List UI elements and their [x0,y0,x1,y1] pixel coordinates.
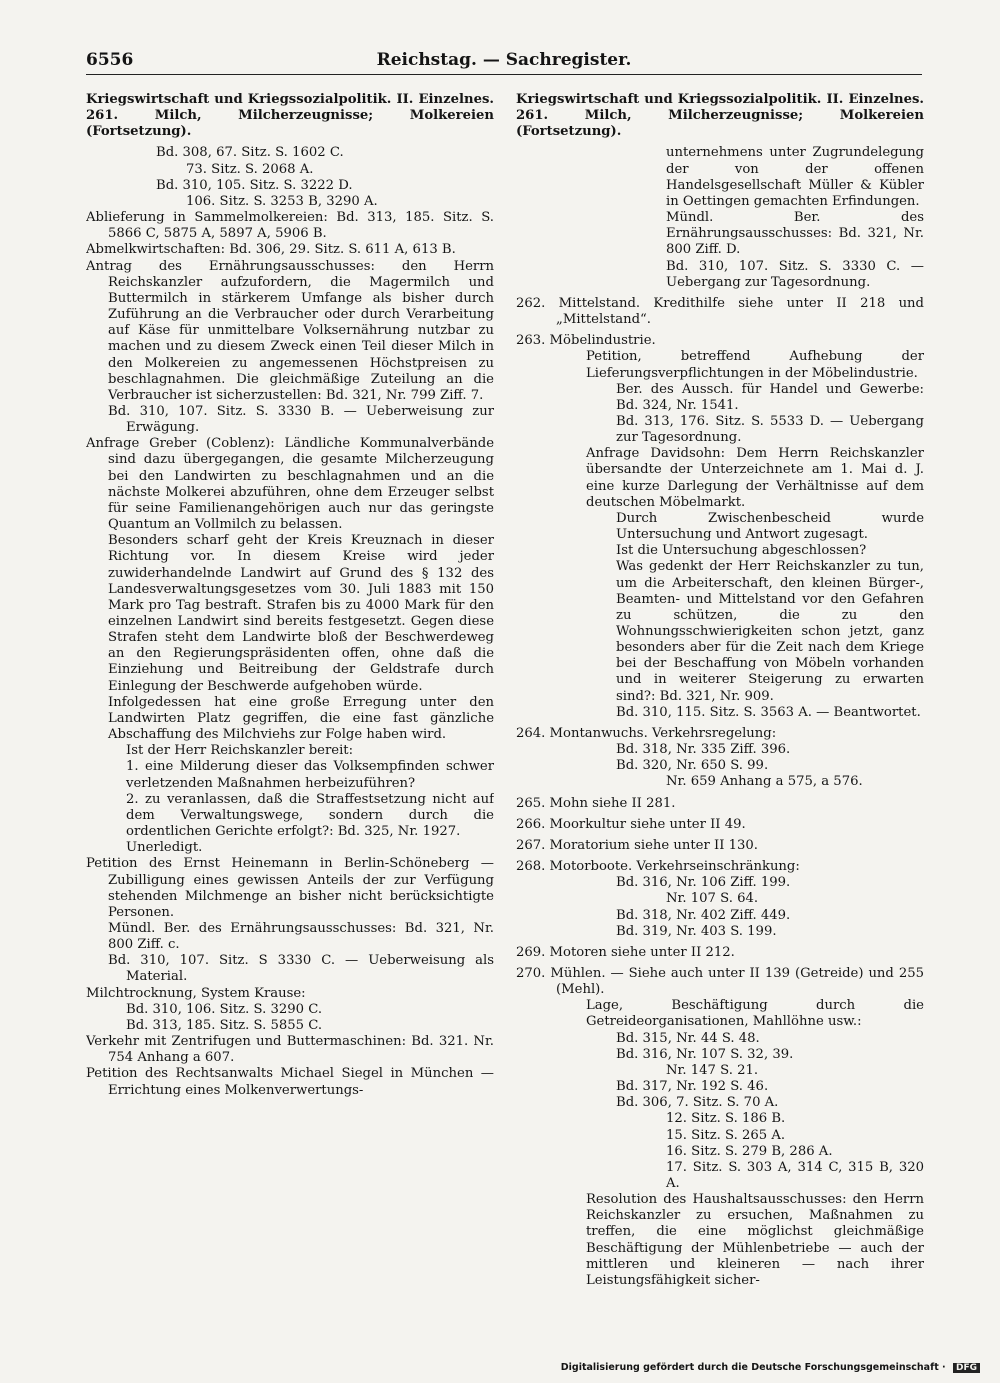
index-entry: Bd. 320, Nr. 650 S. 99. [616,758,769,774]
page-number: 6556 [86,50,134,70]
index-entry: 17. Sitz. S. 303 A, 314 C, 315 B, 320 A. [666,1159,924,1191]
index-entry: Antrag des Ernährungsausschusses: den Herrn Reichskanzler aufzufordern, die Magermilch und Buttermilch in stärkerem Umfange als bisher durch Zuführung an die Verbraucher oder durch Verarbeitung auf Käse für unmittelbare Volksernährung nutzbar zu machen und zu diesem Zweck einen Teil dieser Milch in den Molkereien zu angemessenen Höchstpreisen zu beschlagnahmen. Die gleichmäßige Zuteilung an die Verbraucher ist sicherzustellen: Bd. 321, Nr. 799 Ziff. 7. [86,258,494,403]
index-entry: Infolgedessen hat eine große Erregung unter den Landwirten Platz gegriffen, die eine fast gänzliche Abschaffung des Milchviehs zur Folge haben wird. [108,694,494,743]
index-entry: Petition des Rechtsanwalts Michael Siegel in München — Errichtung eines Molkenverwertungs- [86,1066,494,1098]
index-entry: Bd. 306, 7. Sitz. S. 70 A. [616,1095,779,1111]
footer-text: Digitalisierung gefördert durch die Deutsche Forschungsgemeinschaft · [560,1362,946,1373]
index-entry: Bd. 315, Nr. 44 S. 48. [616,1030,760,1046]
index-entry: unternehmens unter Zugrundelegung der von der offenen Handelsgesellschaft Müller & Kübler in Oettingen gemachten Erfindungen. [666,145,924,209]
index-entry: Lage, Beschäftigung durch die Getreideorganisationen, Mahllöhne usw.: [586,998,924,1030]
index-entry: Petition, betreffend Aufhebung der Lieferungsverpflichtungen in der Möbelindustrie. [586,349,924,381]
header-rule [86,74,922,75]
index-entry: Ablieferung in Sammelmolkereien: Bd. 313, 185. Sitz. S. 5866 C, 5875 A, 5897 A, 5906 B. [86,210,494,242]
index-entry: Mündl. Ber. des Ernährungsausschusses: Bd. 321, Nr. 800 Ziff. c. [108,920,494,953]
index-entry: 268. Motorboote. Verkehrseinschränkung: [516,859,800,875]
index-entry: Anfrage Davidsohn: Dem Herrn Reichskanzler übersandte der Unterzeichnete am 1. Mai d. J. eine kurze Darlegung der Verhältnisse auf dem deutschen Möbelmarkt. [586,446,924,510]
index-entry: Bd. 313, 185. Sitz. S. 5855 C. [126,1017,323,1033]
index-entry: Was gedenkt der Herr Reichskanzler zu tun, um die Arbeiterschaft, den kleinen Bürger-, Beamten- und Mittelstand vor den Gefahren zu schützen, die zu den Wohnungsschwierigkeiten schon jetzt, ganz besonders aber für die Zeit nach dem Kriege bei der Beschaffung von Möbeln vorhanden und in weiterer Steigerung zu erwarten sind?: Bd. 321, Nr. 909. [616,559,924,704]
page-title: Reichstag. — Sachregister. [376,50,632,70]
index-entry: 106. Sitz. S. 3253 B, 3290 A. [186,193,378,209]
index-entry: Bd. 308, 67. Sitz. S. 1602 C. [156,145,344,161]
index-entry: Nr. 659 Anhang a 575, a 576. [666,774,863,790]
index-entry: 269. Motoren siehe unter II 212. [516,944,735,960]
index-entry: 267. Moratorium siehe unter II 130. [516,837,758,853]
index-entry: 265. Mohn siehe II 281. [516,795,676,811]
index-entry: Bd. 310, 106. Sitz. S. 3290 C. [126,1001,323,1017]
index-entry: 264. Montanwuchs. Verkehrsregelung: [516,725,777,741]
index-entry: Bd. 317, Nr. 192 S. 46. [616,1079,769,1095]
section-heading: Kriegswirtschaft und Kriegssozialpolitik. II. Einzelnes. 261. Milch, Milcherzeugnisse; Molkereien (Fortsetzung). [516,92,924,140]
footer-credit [540,1362,980,1373]
index-entry: Resolution des Haushaltsausschusses: den Herrn Reichskanzler zu ersuchen, Maßnahmen zu treffen, die eine möglichst gleichmäßige Beschäftigung der Mühlenbetriebe — auch der mittleren und kleineren — nach ihrer Leistungsfähigkeit sicher- [586,1192,924,1288]
index-entry: Bd. 310, 115. Sitz. S. 3563 A. — Beantwortet. [616,704,921,720]
index-entry: Bd. 310, 107. Sitz. S 3330 C. — Ueberweisung als Material. [108,953,494,985]
index-entry: Petition des Ernst Heinemann in Berlin-Schöneberg — Zubilligung eines gewissen Anteils der zur Verfügung stehenden Milchmenge an bisher nicht berücksichtigte Personen. [86,856,494,920]
index-entry: 1. eine Milderung dieser das Volksempfinden schwer verletzenden Maßnahmen herbeizuführen? [126,759,494,791]
index-entry: 15. Sitz. S. 265 A. [666,1127,786,1143]
index-entry: Bd. 310, 105. Sitz. S. 3222 D. [156,177,353,193]
index-entry: Durch Zwischenbescheid wurde Untersuchung und Antwort zugesagt. [616,510,924,543]
index-entry: Bd. 319, Nr. 403 S. 199. [616,923,777,939]
index-entry: Besonders scharf geht der Kreis Kreuznach in dieser Richtung vor. In diesem Kreise wird jeder zuwiderhandelnde Landwirt auf Grund des § 132 des Landesverwaltungsgesetzes vom 30. Juli 1883 mit 150 Mark pro Tag bestraft. Strafen bis zu 4000 Mark für den einzelnen Landwirt sind bereits festgesetzt. Gegen diese Strafen steht dem Landwirte bloß der Beschwerdeweg an den Regierungspräsidenten offen, ohne daß die Einziehung und Beitreibung der Geldstrafe durch Einlegung der Beschwerde aufgehoben würde. [108,533,494,694]
index-entry: 12. Sitz. S. 186 B. [666,1111,786,1127]
section-heading: Kriegswirtschaft und Kriegssozialpolitik. II. Einzelnes. 261. Milch, Milcherzeugnisse; Molkereien (Fortsetzung). [86,92,494,140]
index-entry: 73. Sitz. S. 2068 A. [186,161,314,177]
index-entry: Ist der Herr Reichskanzler bereit: [126,743,354,759]
index-entry: 16. Sitz. S. 279 B, 286 A. [666,1143,833,1159]
index-entry: Nr. 107 S. 64. [666,891,759,907]
index-entry: Bd. 313, 176. Sitz. S. 5533 D. — Uebergang zur Tagesordnung. [616,413,924,446]
index-entry: 2. zu veranlassen, daß die Straffestsetzung nicht auf dem Verwaltungswege, sondern durch die ordentlichen Gerichte erfolgt?: Bd. 325, Nr. 1927. [126,791,494,840]
dfg-logo: DFG [953,1363,980,1373]
index-entry: Bd. 316, Nr. 107 S. 32, 39. [616,1046,794,1062]
index-entry: Verkehr mit Zentrifugen und Buttermaschinen: Bd. 321. Nr. 754 Anhang a 607. [86,1034,494,1066]
left-column [86,92,494,1292]
index-entry: 263. Möbelindustrie. [516,333,656,349]
page-header [86,50,922,78]
index-entry: Bd. 318, Nr. 335 Ziff. 396. [616,742,791,758]
index-entry: 266. Moorkultur siehe unter II 49. [516,816,746,832]
index-entry: Nr. 147 S. 21. [666,1062,759,1078]
index-entry: Ist die Untersuchung abgeschlossen? [616,543,867,559]
index-entry: 270. Mühlen. — Siehe auch unter II 139 (Getreide) und 255 (Mehl). [516,965,924,998]
index-entry: Anfrage Greber (Coblenz): Ländliche Kommunalverbände sind dazu übergegangen, die gesamte Milcherzeugung bei den Landwirten zu beschlagnahmen und an die nächste Molkerei abzuführen, ohne dem Erzeuger selbst für seine Familienangehörigen auch nur das geringste Quantum an Vollmilch zu belassen. [86,436,494,533]
index-entry: Unerledigt. [126,840,203,856]
index-entry: Mündl. Ber. des Ernährungsausschusses: Bd. 321, Nr. 800 Ziff. D. [666,210,924,258]
right-column [516,92,924,1292]
index-entry: Ber. des Aussch. für Handel und Gewerbe: Bd. 324, Nr. 1541. [616,381,924,413]
index-entry: 262. Mittelstand. Kredithilfe siehe unter II 218 und „Mittelstand“. [516,295,924,328]
index-entry: Abmelkwirtschaften: Bd. 306, 29. Sitz. S. 611 A, 613 B. [86,242,456,258]
index-entry: Bd. 316, Nr. 106 Ziff. 199. [616,875,791,891]
index-entry: Milchtrocknung, System Krause: [86,985,306,1001]
index-entry: Bd. 310, 107. Sitz. S. 3330 C. — Uebergang zur Tagesordnung. [666,258,924,290]
index-entry: Bd. 310, 107. Sitz. S. 3330 B. — Ueberweisung zur Erwägung. [108,403,494,436]
index-entry: Bd. 318, Nr. 402 Ziff. 449. [616,907,791,923]
